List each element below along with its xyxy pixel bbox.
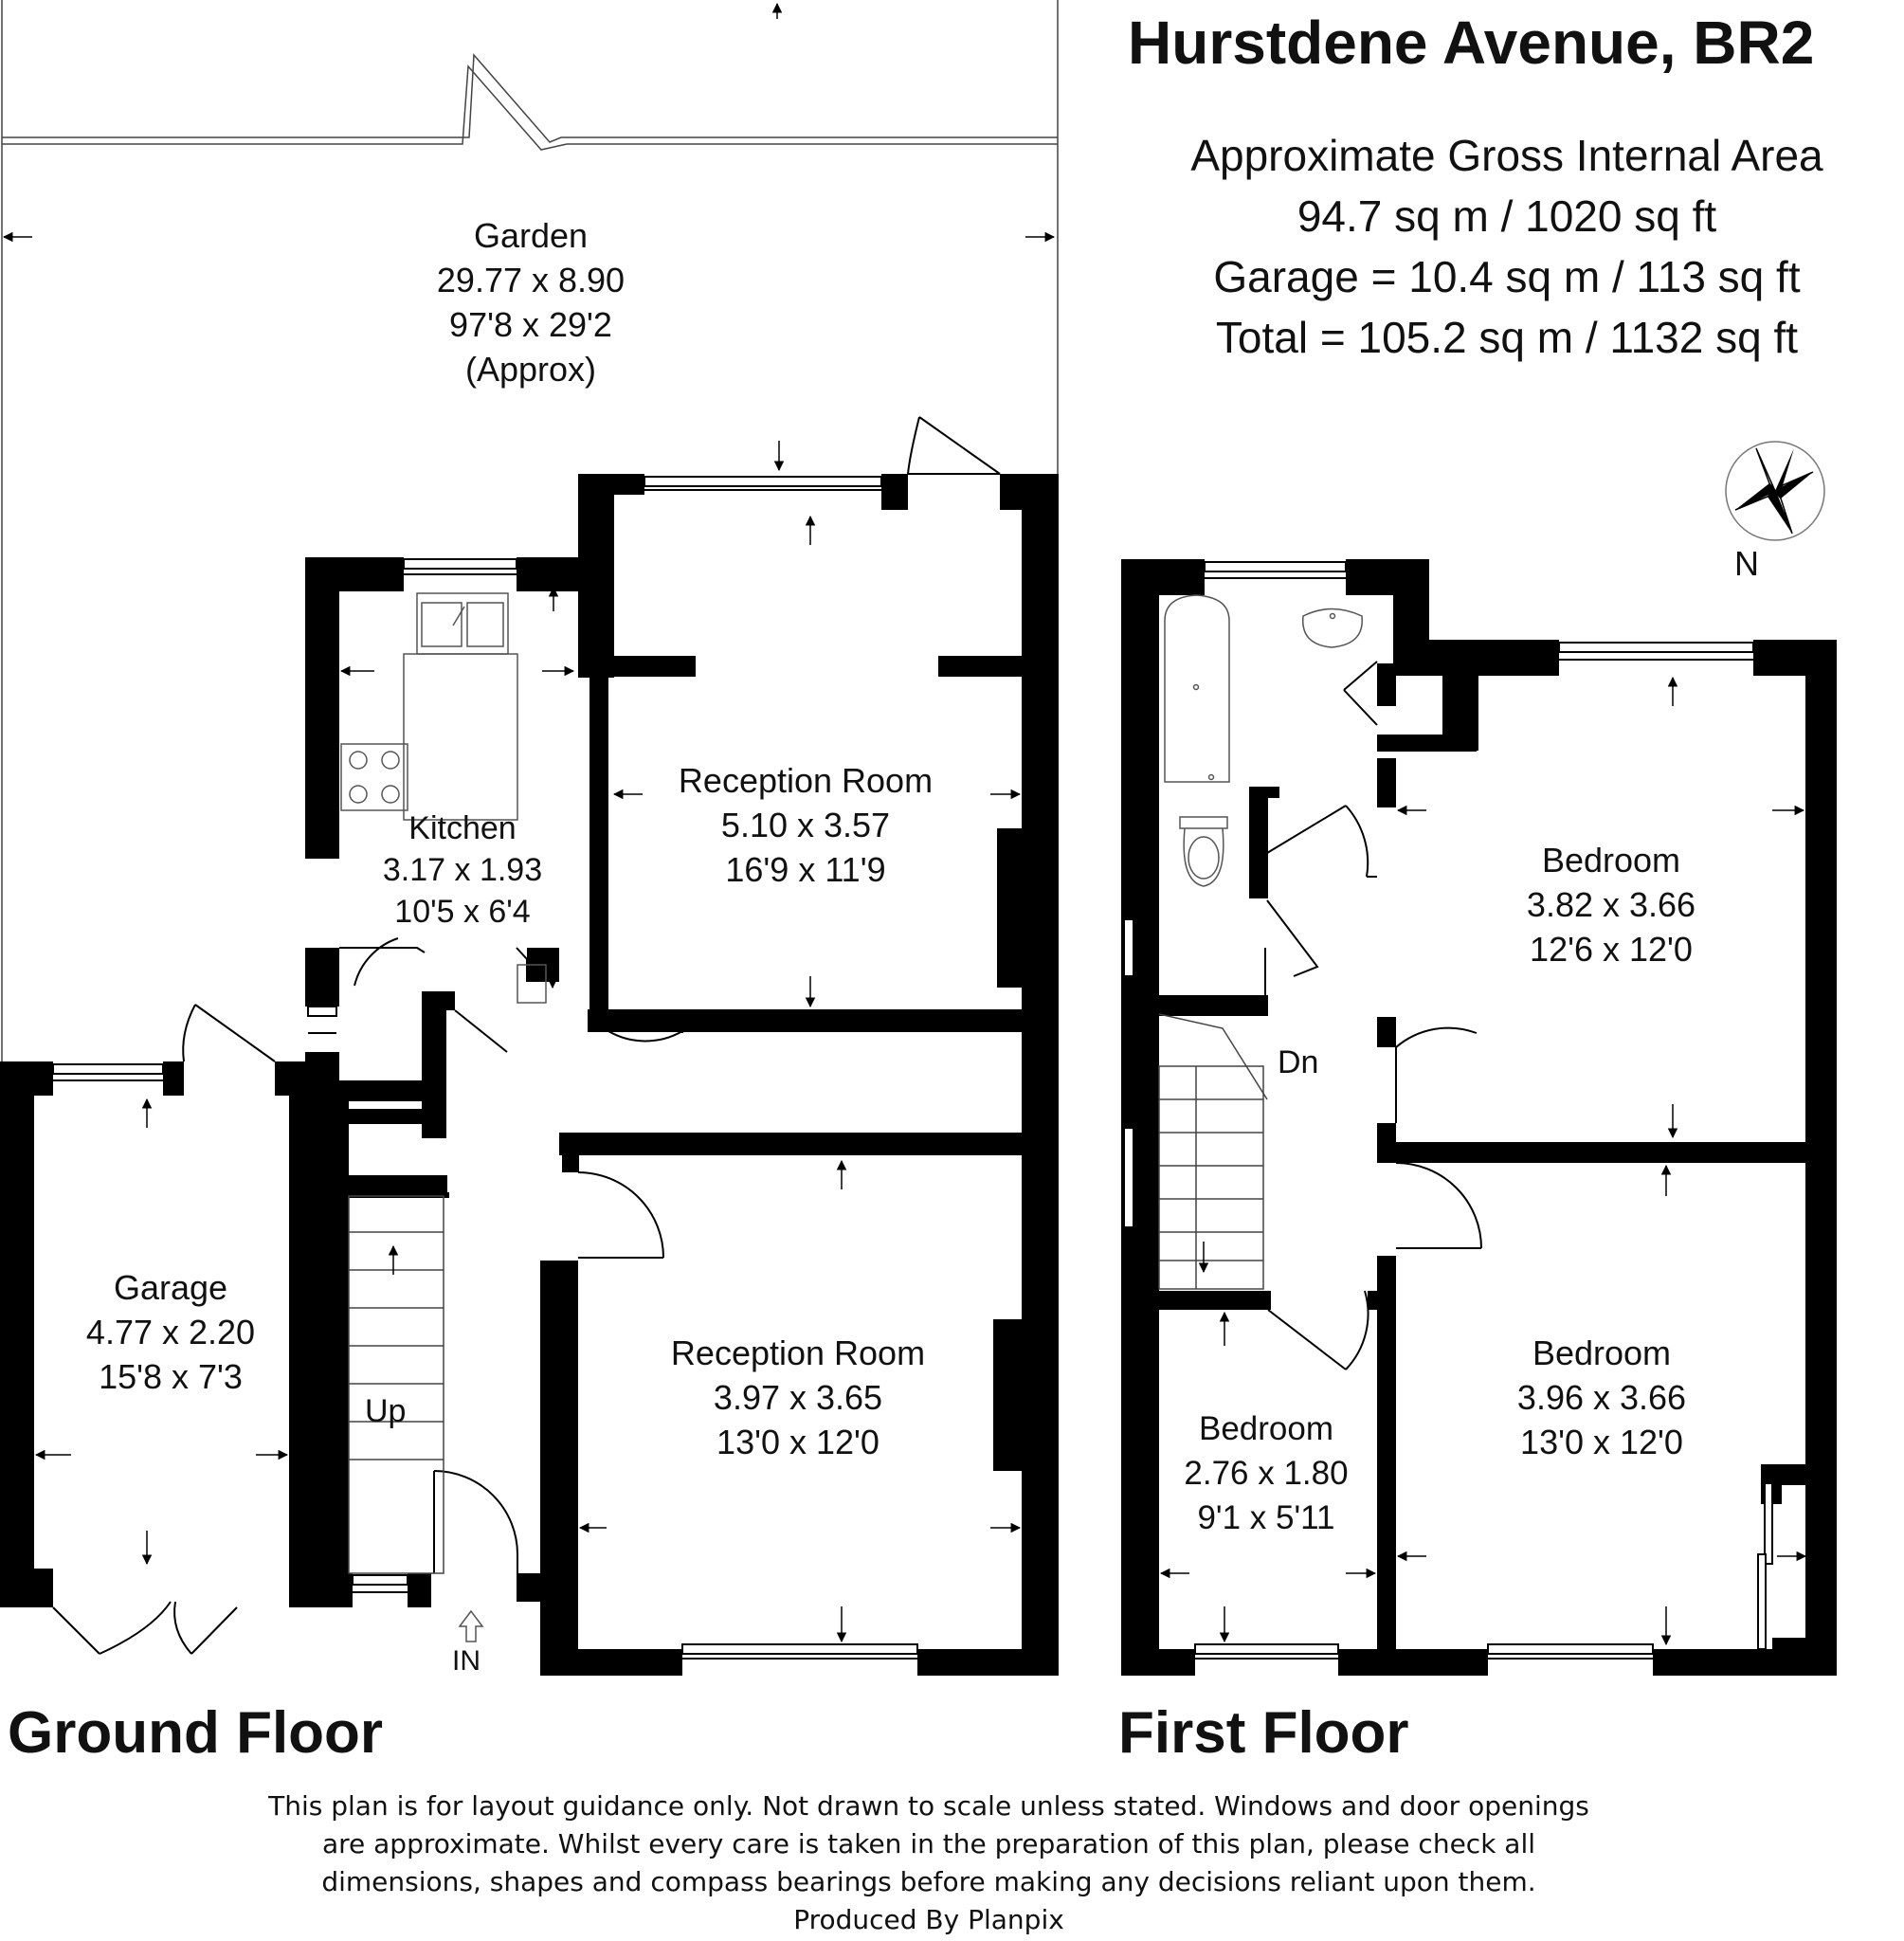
stairs-down-label: Dn bbox=[1278, 1044, 1319, 1080]
room-name: Bedroom bbox=[1532, 1333, 1672, 1372]
bedroom-rear-label bbox=[1478, 838, 1744, 971]
reception-rear-label bbox=[654, 758, 957, 892]
room-metric: 4.77 x 2.20 bbox=[85, 1313, 256, 1351]
first-floor-title: First Floor bbox=[1118, 1700, 1409, 1766]
room-name: Garage bbox=[113, 1268, 228, 1307]
room-metric: 3.82 x 3.66 bbox=[1526, 885, 1696, 924]
area-line: 94.7 sq m / 1020 sq ft bbox=[1297, 191, 1717, 241]
room-imperial: 16'9 x 11'9 bbox=[725, 850, 886, 889]
ground-floor-title: Ground Floor bbox=[8, 1700, 384, 1766]
room-name: Garden bbox=[473, 216, 589, 255]
producer-credit: Produced By Planpix bbox=[793, 1904, 1064, 1935]
room-name: Reception Room bbox=[678, 761, 934, 800]
ground-stairs bbox=[349, 1196, 444, 1573]
room-metric: 3.97 x 3.65 bbox=[713, 1378, 883, 1417]
room-metric: 5.10 x 3.57 bbox=[720, 806, 891, 844]
compass-icon bbox=[1726, 442, 1824, 540]
room-name: Bedroom bbox=[1198, 1410, 1334, 1447]
disclaimer-line: This plan is for layout guidance only. Not drawn to scale unless stated. Windows and door openings bbox=[268, 1790, 1589, 1822]
room-metric: 2.76 x 1.80 bbox=[1184, 1455, 1349, 1492]
disclaimer bbox=[0, 1787, 1858, 1939]
room-imperial: 9'1 x 5'11 bbox=[1197, 1499, 1335, 1536]
room-imperial: 13'0 x 12'0 bbox=[716, 1423, 879, 1461]
room-imperial: 97'8 x 29'2 bbox=[449, 305, 612, 344]
room-metric: 3.17 x 1.93 bbox=[382, 852, 543, 888]
room-imperial: 13'0 x 12'0 bbox=[1520, 1423, 1683, 1461]
room-note: (Approx) bbox=[464, 350, 597, 389]
room-name: Reception Room bbox=[670, 1333, 926, 1372]
room-name: Kitchen bbox=[408, 810, 517, 846]
disclaimer-line: dimensions, shapes and compass bearings before making any decisions reliant upon them. bbox=[321, 1866, 1536, 1897]
first-stairs bbox=[1159, 1014, 1267, 1289]
kitchen-fixtures bbox=[341, 593, 546, 1003]
garage-label bbox=[57, 1265, 284, 1399]
entrance-arrow-icon bbox=[460, 1611, 482, 1642]
ground-floor-doors bbox=[53, 417, 1000, 1654]
area-line: Total = 105.2 sq m / 1132 sq ft bbox=[1215, 313, 1799, 362]
stairs-up-label: Up bbox=[365, 1393, 407, 1429]
area-summary bbox=[1118, 125, 1895, 368]
first-floor-doors bbox=[1265, 662, 1481, 1370]
garden-label bbox=[398, 213, 663, 391]
property-title: Hurstdene Avenue, BR2 bbox=[1128, 9, 1815, 77]
reception-front-label bbox=[646, 1331, 950, 1464]
area-line: Approximate Gross Internal Area bbox=[1190, 131, 1823, 180]
room-name: Bedroom bbox=[1541, 841, 1681, 880]
compass-north-label: N bbox=[1734, 544, 1759, 583]
room-imperial: 12'6 x 12'0 bbox=[1530, 930, 1693, 969]
room-imperial: 15'8 x 7'3 bbox=[99, 1357, 243, 1396]
disclaimer-line: are approximate. Whilst every care is taken in the preparation of this plan, please check all bbox=[321, 1828, 1536, 1859]
bedroom-front-label bbox=[1469, 1331, 1734, 1464]
room-metric: 29.77 x 8.90 bbox=[436, 261, 626, 299]
bedroom-small-label bbox=[1164, 1406, 1369, 1540]
area-line: Garage = 10.4 sq m / 113 sq ft bbox=[1213, 252, 1801, 301]
entrance-label: IN bbox=[452, 1645, 481, 1677]
room-metric: 3.96 x 3.66 bbox=[1516, 1378, 1687, 1417]
kitchen-label bbox=[349, 807, 576, 933]
room-imperial: 10'5 x 6'4 bbox=[394, 894, 531, 930]
